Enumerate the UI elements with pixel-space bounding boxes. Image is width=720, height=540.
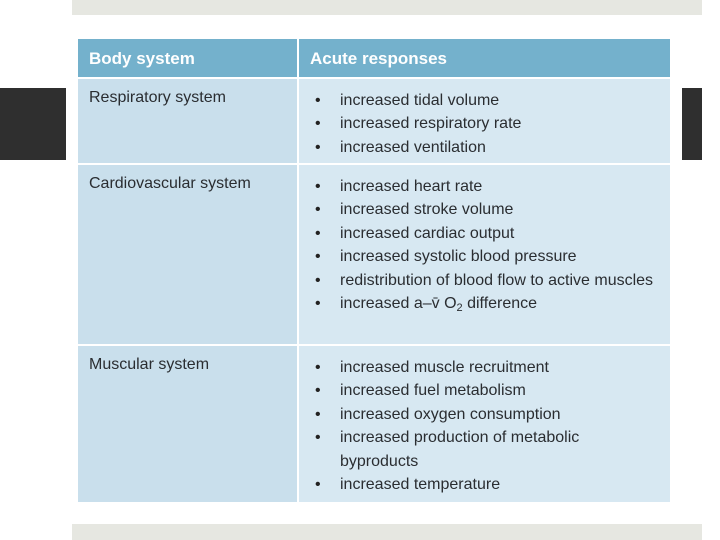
subscript-2: 2 <box>456 302 463 315</box>
list-item: • increased cardiac output <box>313 222 658 245</box>
list-item: • increased oxygen consumption <box>313 403 658 426</box>
list-item: • increased respiratory rate <box>313 112 658 135</box>
header-acute-responses: Acute responses <box>299 39 670 77</box>
row-muscular-system-name: Muscular system <box>78 346 297 502</box>
list-item: • increased heart rate <box>313 175 658 198</box>
difference-text: difference <box>462 295 538 313</box>
list-item: • increased systolic blood pressure <box>313 245 658 268</box>
bottom-decor-bar <box>72 524 702 540</box>
right-decor-block <box>682 88 702 160</box>
row-cardiovascular-system-name: Cardiovascular system <box>78 165 297 344</box>
left-decor-block <box>0 88 66 160</box>
list-item: • increased stroke volume <box>313 198 658 221</box>
list-item: • increased fuel metabolism <box>313 379 658 402</box>
response-list <box>313 175 658 320</box>
acute-responses-table <box>78 39 670 500</box>
list-item <box>313 292 658 320</box>
row-cardiovascular-system-responses <box>299 165 670 344</box>
list-item: • redistribution of blood flow to active muscles <box>313 269 658 292</box>
list-item: • increased tidal volume <box>313 89 658 112</box>
list-item: • increased temperature <box>313 473 658 496</box>
list-item: • increased muscle recruitment <box>313 356 658 379</box>
row-respiratory-system-name: Respiratory system <box>78 79 297 163</box>
av-o2-text: increased a–v̄ O <box>340 295 457 313</box>
response-list <box>313 89 658 159</box>
row-muscular-system-responses <box>299 346 670 502</box>
top-decor-bar <box>72 0 702 15</box>
list-item: • increased ventilation <box>313 136 658 159</box>
header-body-system: Body system <box>78 39 297 77</box>
list-item: • increased production of metabolic byproducts <box>313 426 658 473</box>
row-respiratory-system-responses <box>299 79 670 163</box>
response-list <box>313 356 658 496</box>
